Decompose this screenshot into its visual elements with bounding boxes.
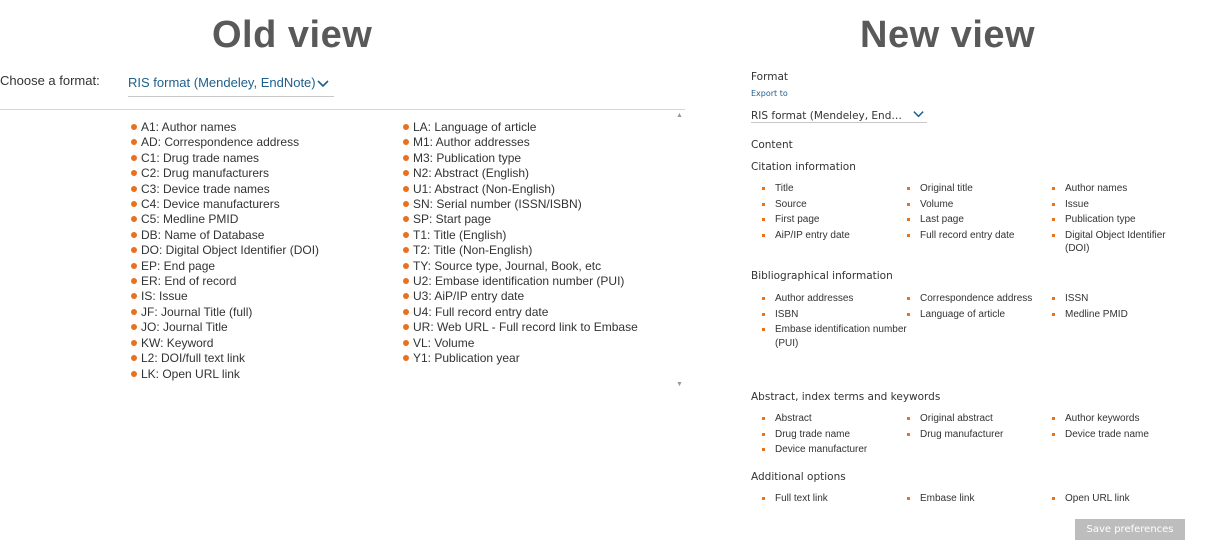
new-format-value: RIS format (Mendeley, End… xyxy=(751,110,902,122)
field-option[interactable] xyxy=(907,198,1052,212)
field-label: T1: Title (English) xyxy=(413,227,507,242)
bullet-icon xyxy=(907,297,910,300)
bullet-icon xyxy=(403,170,409,176)
field-label: TY: Source type, Journal, Book, etc xyxy=(413,258,602,273)
choose-format-label: Choose a format: xyxy=(0,73,100,88)
chevron-down-icon xyxy=(316,76,330,95)
field-label: M3: Publication type xyxy=(413,150,522,165)
field-list-item xyxy=(131,289,319,304)
field-label: EP: End page xyxy=(141,258,216,273)
field-option[interactable] xyxy=(1052,412,1192,426)
bullet-icon xyxy=(1052,497,1055,500)
citation-information-options xyxy=(762,182,1192,256)
scroll-up-icon[interactable]: ▲ xyxy=(676,112,683,119)
bullet-icon xyxy=(131,340,137,346)
field-label: C5: Medline PMID xyxy=(141,212,239,227)
bullet-icon xyxy=(1052,234,1055,237)
field-option[interactable] xyxy=(1052,229,1192,256)
field-label: DB: Name of Database xyxy=(141,227,265,242)
section-title: Bibliographical information xyxy=(751,270,893,282)
field-option[interactable] xyxy=(762,213,907,227)
export-to-label: Export to xyxy=(751,89,788,98)
bullet-icon xyxy=(762,203,765,206)
field-label: C2: Drug manufacturers xyxy=(141,166,270,181)
field-option[interactable] xyxy=(762,443,907,457)
field-label: LA: Language of article xyxy=(413,120,537,134)
field-option-label: AiP/IP entry date xyxy=(775,229,850,241)
field-option[interactable] xyxy=(762,412,907,426)
bullet-icon xyxy=(403,155,409,161)
field-option-label: Last page xyxy=(920,214,964,226)
bullet-icon xyxy=(403,309,409,315)
field-label: IS: Issue xyxy=(141,289,188,304)
field-option[interactable] xyxy=(907,428,1052,442)
field-option-label: ISBN xyxy=(775,308,799,320)
field-label: ER: End of record xyxy=(141,274,237,289)
field-option-label: Medline PMID xyxy=(1065,308,1128,320)
new-format-label: Format xyxy=(751,71,789,83)
field-option-label: Original title xyxy=(920,183,973,194)
field-list-item xyxy=(403,336,638,351)
field-label: T2: Title (Non-English) xyxy=(413,243,533,258)
field-label: UR: Web URL - Full record link to Embase xyxy=(413,320,638,335)
field-option[interactable] xyxy=(762,182,907,196)
field-label: LK: Open URL link xyxy=(141,366,240,381)
field-option[interactable] xyxy=(762,198,907,212)
field-option[interactable] xyxy=(1052,428,1192,442)
field-option-label: Author keywords xyxy=(1065,413,1140,424)
bullet-icon xyxy=(131,170,137,176)
field-option-label: First page xyxy=(775,214,820,226)
field-label: VL: Volume xyxy=(413,335,475,350)
bullet-icon xyxy=(403,247,409,253)
field-option-label: Device manufacturer xyxy=(775,444,868,456)
section-title: Additional options xyxy=(751,471,846,483)
bullet-icon xyxy=(1052,218,1055,221)
field-list-item xyxy=(403,120,638,135)
field-label: AD: Correspondence address xyxy=(141,135,300,150)
field-option-label: Language of article xyxy=(920,308,1006,320)
field-list-item xyxy=(403,320,638,335)
section-title: Citation information xyxy=(751,161,856,173)
field-option[interactable] xyxy=(907,492,1052,506)
field-list-item xyxy=(131,197,319,212)
bullet-icon xyxy=(131,278,137,284)
bullet-icon xyxy=(403,139,409,145)
field-label: SN: Serial number (ISSN/ISBN) xyxy=(413,197,582,212)
field-list-item xyxy=(403,135,638,150)
field-option-label: Drug trade name xyxy=(775,428,851,440)
bullet-icon xyxy=(131,293,137,299)
field-list-item xyxy=(131,135,319,150)
field-option-label: Embase identification number (PUI) xyxy=(775,324,907,349)
field-label: C4: Device manufacturers xyxy=(141,197,280,212)
field-option[interactable] xyxy=(762,229,907,256)
bullet-icon xyxy=(131,371,137,377)
bullet-icon xyxy=(403,340,409,346)
bullet-icon xyxy=(907,433,910,436)
old-format-dropdown[interactable] xyxy=(128,74,334,97)
field-option[interactable] xyxy=(1052,198,1192,212)
new-format-dropdown[interactable] xyxy=(751,104,927,123)
bullet-icon xyxy=(131,247,137,253)
chevron-down-icon xyxy=(912,105,925,124)
field-option-label: ISSN xyxy=(1065,293,1089,304)
bullet-icon xyxy=(131,324,137,330)
bullet-icon xyxy=(762,218,765,221)
save-preferences-button[interactable]: Save preferences xyxy=(1075,519,1185,540)
field-option[interactable] xyxy=(762,308,907,322)
field-list-item xyxy=(131,166,319,181)
field-option-label: Full text link xyxy=(775,493,828,504)
field-label: N2: Abstract (English) xyxy=(413,166,530,181)
field-option[interactable] xyxy=(1052,308,1192,322)
abstract-index-terms-options xyxy=(762,412,1192,457)
field-option-label: Open URL link xyxy=(1065,493,1130,504)
field-list-item xyxy=(403,212,638,227)
field-option[interactable] xyxy=(907,412,1052,426)
field-option-label: Correspondence address xyxy=(920,293,1033,304)
field-label: M1: Author addresses xyxy=(413,135,530,150)
field-label: U3: AiP/IP entry date xyxy=(413,289,525,304)
field-label: JO: Journal Title xyxy=(141,320,228,335)
old-fields-column-2 xyxy=(403,120,638,367)
field-option-label: Publication type xyxy=(1065,214,1136,226)
bullet-icon xyxy=(762,234,765,237)
field-label: C3: Device trade names xyxy=(141,181,270,196)
field-list-item xyxy=(403,197,638,212)
field-option-label: Issue xyxy=(1065,198,1089,210)
field-list-item xyxy=(403,305,638,320)
field-list-item xyxy=(131,367,319,382)
field-label: U4: Full record entry date xyxy=(413,304,549,319)
bullet-icon xyxy=(131,201,137,207)
bullet-icon xyxy=(131,139,137,145)
field-list-item xyxy=(403,151,638,166)
field-list-item xyxy=(131,336,319,351)
field-option[interactable] xyxy=(762,428,907,442)
bullet-icon xyxy=(762,328,765,331)
bullet-icon xyxy=(403,324,409,330)
bullet-icon xyxy=(907,218,910,221)
field-option[interactable] xyxy=(907,229,1052,256)
bullet-icon xyxy=(403,278,409,284)
field-option-label: Source xyxy=(775,198,807,210)
field-option-label: Author names xyxy=(1065,183,1128,194)
field-list-item xyxy=(403,351,638,366)
bullet-icon xyxy=(403,124,409,130)
field-option[interactable] xyxy=(1052,213,1192,227)
field-list-item xyxy=(403,274,638,289)
field-list-item xyxy=(403,243,638,258)
bullet-icon xyxy=(403,263,409,269)
field-option[interactable] xyxy=(762,492,907,506)
field-option-label: Full record entry date xyxy=(920,229,1015,241)
field-label: U1: Abstract (Non-English) xyxy=(413,181,556,196)
bullet-icon xyxy=(403,355,409,361)
section-title: Abstract, index terms and keywords xyxy=(751,391,941,403)
field-label: DO: Digital Object Identifier (DOI) xyxy=(141,243,320,258)
field-list-item xyxy=(403,228,638,243)
new-view-heading: New view xyxy=(860,14,1036,56)
field-option[interactable] xyxy=(1052,292,1192,306)
field-label: L2: DOI/full text link xyxy=(141,351,246,366)
content-label: Content xyxy=(751,139,793,151)
field-option-label: Drug manufacturer xyxy=(920,428,1004,440)
bullet-icon xyxy=(907,187,910,190)
bullet-icon xyxy=(1052,433,1055,436)
bullet-icon xyxy=(762,417,765,420)
bullet-icon xyxy=(131,124,137,130)
old-fields-column-1 xyxy=(131,120,319,382)
field-list-item xyxy=(403,182,638,197)
field-list-item xyxy=(131,182,319,197)
field-list-item xyxy=(131,259,319,274)
field-option-label: Device trade name xyxy=(1065,428,1149,440)
bullet-icon xyxy=(131,309,137,315)
field-list-item xyxy=(131,305,319,320)
field-list-item xyxy=(131,212,319,227)
field-option[interactable] xyxy=(907,182,1052,196)
additional-options xyxy=(762,492,1192,506)
field-label: KW: Keyword xyxy=(141,335,214,350)
field-list-item xyxy=(131,320,319,335)
bullet-icon xyxy=(403,293,409,299)
field-option-label: Author addresses xyxy=(775,293,854,304)
bullet-icon xyxy=(403,201,409,207)
bullet-icon xyxy=(762,433,765,436)
bullet-icon xyxy=(1052,313,1055,316)
old-scrollbar[interactable] xyxy=(675,112,685,388)
bullet-icon xyxy=(131,186,137,192)
field-option-label: Digital Object Identifier (DOI) xyxy=(1065,229,1166,255)
field-option[interactable] xyxy=(762,323,907,350)
bullet-icon xyxy=(1052,297,1055,300)
bullet-icon xyxy=(403,232,409,238)
bullet-icon xyxy=(131,263,137,269)
field-option-label: Embase link xyxy=(920,493,975,504)
bullet-icon xyxy=(1052,187,1055,190)
field-option[interactable] xyxy=(907,213,1052,227)
field-list-item xyxy=(131,274,319,289)
bullet-icon xyxy=(762,313,765,316)
field-list-item xyxy=(131,228,319,243)
bullet-icon xyxy=(131,232,137,238)
field-option[interactable] xyxy=(1052,492,1192,506)
old-view-heading: Old view xyxy=(212,14,373,56)
field-label: U2: Embase identification number (PUI) xyxy=(413,274,625,289)
field-option-label: Title xyxy=(775,183,794,194)
field-list-item xyxy=(403,289,638,304)
old-format-value: RIS format (Mendeley, EndNote) xyxy=(128,75,316,90)
field-option-label: Volume xyxy=(920,198,954,210)
bullet-icon xyxy=(131,155,137,161)
bullet-icon xyxy=(762,297,765,300)
field-list-item xyxy=(131,120,319,135)
field-label: JF: Journal Title (full) xyxy=(141,304,253,319)
bullet-icon xyxy=(762,448,765,451)
bullet-icon xyxy=(907,203,910,206)
bullet-icon xyxy=(1052,417,1055,420)
field-option[interactable] xyxy=(907,292,1052,306)
bullet-icon xyxy=(131,355,137,361)
bullet-icon xyxy=(131,216,137,222)
bullet-icon xyxy=(907,417,910,420)
field-label: Y1: Publication year xyxy=(413,351,520,366)
field-option-label: Original abstract xyxy=(920,413,993,424)
bullet-icon xyxy=(907,313,910,316)
bullet-icon xyxy=(907,234,910,237)
field-list-item xyxy=(403,259,638,274)
bullet-icon xyxy=(403,186,409,192)
bullet-icon xyxy=(1052,203,1055,206)
field-label: C1: Drug trade names xyxy=(141,150,260,165)
field-list-item xyxy=(131,151,319,166)
field-option-label: Abstract xyxy=(775,413,812,424)
bullet-icon xyxy=(403,216,409,222)
field-label: SP: Start page xyxy=(413,212,492,227)
field-list-item xyxy=(131,351,319,366)
field-option[interactable] xyxy=(762,292,907,306)
bullet-icon xyxy=(907,497,910,500)
field-label: A1: Author names xyxy=(141,120,237,134)
bullet-icon xyxy=(762,497,765,500)
bibliographical-information-options xyxy=(762,292,1192,350)
field-option[interactable] xyxy=(1052,182,1192,196)
field-option[interactable] xyxy=(907,308,1052,322)
bullet-icon xyxy=(762,187,765,190)
field-list-item xyxy=(131,243,319,258)
field-list-item xyxy=(403,166,638,181)
scroll-down-icon[interactable]: ▼ xyxy=(676,381,683,388)
